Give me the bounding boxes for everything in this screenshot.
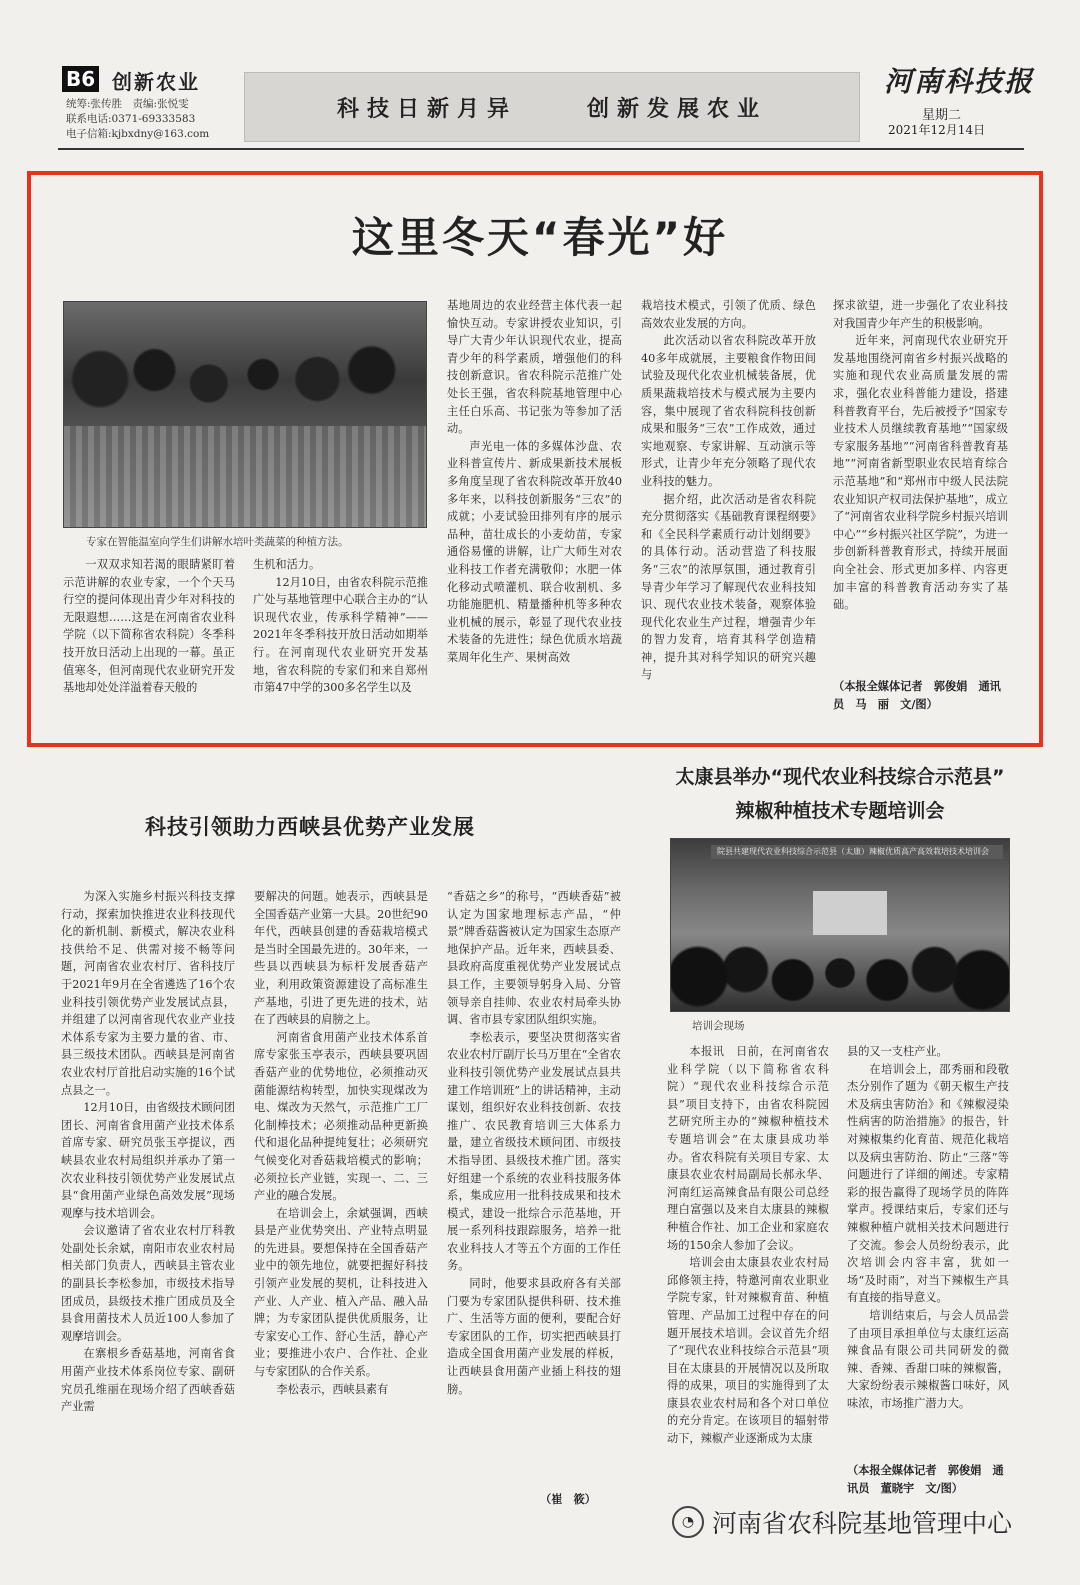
slogan-right: 创新发展农业 bbox=[587, 96, 768, 122]
xixia-byline: （崔 筱） bbox=[540, 1492, 596, 1506]
photo-caption: 专家在智能温室向学生们讲解水培叶类蔬菜的种植方法。 bbox=[86, 536, 349, 548]
paragraph: 培训会由太康县农业农村局邱修领主持，特邀河南农业职业学院专家，针对辣椒育苗、种植管理、产品加工过程中存在的问题开展技术培训。会议首先介绍了“现代农业科技综合示范县”项目在太康县的开展情况以及所取得的成果，项目的实施得到了太康县农业农村局和各个对口单位的充分肯定。在该项目的辐射带动下，辣椒产业逐渐成为太康 bbox=[667, 1256, 829, 1446]
paragraph: 要解决的问题。她表示，西峡县是全国香菇产业第一大县。20世纪90年代，西峡县创建的香菇栽培模式是当时全国最先进的。30年来，一些县以西峡县为标杆发展香菇产业，利用政策资源建设了高标准生产基地，引进了更先进的技术，站在了西峡县的肩膀之上。 bbox=[254, 890, 428, 1027]
hydroponic-beds bbox=[64, 426, 426, 527]
paragraph: “香菇之乡”的称号，“西峡香菇”被认定为国家地理标志产品，“仲景”牌香菇酱被认定为国家生态原产地保护产品。近年来，西峡县委、县政府高度重视优势产业发展试点县工作，主要领导躬身入局、分管领导亲自挂帅、农业农村局牵头协调、省市县专家团队组织实施。 bbox=[447, 890, 621, 1027]
main-headline: 这里冬天“春光”好 bbox=[351, 213, 729, 262]
xixia-headline: 科技引领助力西峡县优势产业发展 bbox=[145, 815, 475, 839]
paragraph: 同时，他要求县政府各有关部门要为专家团队提供科研、技术推广、生活等方面的便利，要配合好专家团队的工作，切实把西峡县打造成全国食用菌产业发展的样板，让西峡县食用菌产业插上科技的翅膀。 bbox=[447, 1277, 621, 1396]
paragraph: 会议邀请了省农业农村厅科教处副处长余斌，南阳市农业农村局相关部门负责人，西峡县主管农业的副县长李松参加，市级技术指导团成员，县级技术推广团成员及全县食用菌技术人员近100人参加了观摩培训会。 bbox=[61, 1224, 235, 1343]
paragraph: 12月10日，由省级技术顾问团团长、河南省食用菌产业技术体系首席专家、研究员张玉亭提议，西峡县农业农村局组织并承办了第一次农业科技引领优势产业发展试点县“食用菌产业绿色高效发展”现场观摩与技术培训会。 bbox=[61, 1101, 235, 1220]
paragraph: 基地周边的农业经营主体代表一起愉快互动。专家讲授农业知识，引导广大青少年认识现代农业，提高青少年的科学素质，增强他们的科技创新意识。省农科院示范推广处处长王强，省农科院基地管理中心主任白乐高、书记张为等参加了活动。 bbox=[447, 299, 622, 436]
page-number: B6 bbox=[62, 66, 99, 92]
paragraph: 县的又一支柱产业。 bbox=[847, 1045, 948, 1058]
wechat-icon: ◔ bbox=[672, 1506, 704, 1538]
greenhouse-photo bbox=[63, 301, 427, 528]
training-caption: 培训会现场 bbox=[692, 1020, 745, 1032]
paragraph: 此次活动以省农科院改革开放40多年成就展，主要粮食作物田间试验及现代化农业机械装备展，优质果蔬栽培技术与模式展为主要内容，集中展现了省农科院科技创新成果和服务“三农”工作成效，通过实地观察、专家讲解、互动演示等形式，让青少年充分领略了现代农业科技的魅力。 bbox=[641, 334, 816, 488]
paragraph: 在寨根乡香菇基地，河南省食用菌产业技术体系岗位专家、副研究员孔维丽在现场介绍了西峡香菇产业需 bbox=[61, 1347, 235, 1414]
main-col-1 bbox=[63, 556, 235, 716]
paragraph: 河南省食用菌产业技术体系首席专家张玉亭表示，西峡县要巩固香菇产业的优势地位，必须推动灭菌能源结构转型，加快实现煤改为电、煤改为天然气，示范推广工厂化制棒技术；必须推动品种更新换代和退化品种提纯复壮；必须研究气候变化对香菇栽培模式的影响；必须拉长产业链，实现一、二、三产业的融合发展。 bbox=[254, 1030, 428, 1203]
taikang-col-1 bbox=[667, 1043, 829, 1513]
paragraph: 近年来，河南现代农业研究开发基地围绕河南省乡村振兴战略的实施和现代农业高质量发展的需求，强化农业科普能力建设，搭建科普教育平台，先后被授予“国家专业技术人员继续教育基地”“国家级专家服务基地”“河南省科普教育基地”“河南省新型职业农民培育综合示范基地”和“郑州市中级人民法院农业知识产权司法保护基地”，成立了“河南省农业科学院乡村振兴培训中心”“乡村振兴社区学院”，为进一步创新科普教育形式，持续开展面向全社会、形式更加多样、内容更加丰富的科普教育活动夯实了基础。 bbox=[833, 334, 1008, 612]
slogan-left: 科技日新月异 bbox=[336, 96, 517, 122]
masthead-rule bbox=[58, 148, 1024, 150]
main-col-3 bbox=[447, 297, 622, 717]
paragraph: 李松表示，西峡县素有 bbox=[276, 1382, 389, 1396]
paragraph: 声光电一体的多媒体沙盘、农业科普宣传片、新成果新技术展板多角度呈现了省农科院改革开放40多年来，以科技创新服务“三农”的成就；小麦试验田排列有序的展示品种，苗壮成长的小麦幼苗，专家通俗易懂的讲解，让广大师生对农业科技工作者充满敬仰；水肥一体化移动式喷灌机、联合收割机、多功能施肥机、精量播种机等多种农业机械的展示，彰显了现代农业技术装备的先进性；绿色优质水培蔬菜周年化生产、果树高效 bbox=[447, 439, 622, 664]
editor-info bbox=[66, 97, 209, 142]
paragraph: 本报讯 日前，在河南省农业科学院（以下简称省农科院）“现代农业科技综合示范县”项目支持下，由省农科院园艺研究所主办的“辣椒种植技术专题培训会”在太康县成功举办。省农科院有关项目专家、太康县农业农村局副局长郝永华、河南红运高辣食品有限公司总经理白富强以及来自太康县的辣椒种植合作社、加工企业和家庭农场的150余人参加了会议。 bbox=[667, 1045, 829, 1252]
watermark-text: 河南省农科院基地管理中心 bbox=[712, 1509, 1013, 1538]
paragraph: 12月10日，由省农科院示范推广处与基地管理中心联合主办的“认识现代农业，传承科学精神”——2021年冬季科技开放日活动如期举行。在河南现代农业研究开发基地，省农科院的专家们和来自郑州市第47中学的300多名学生以及 bbox=[253, 575, 428, 695]
paragraph: 据介绍，此次活动是省农科院充分贯彻落实《基础教育课程纲要》和《全民科学素质行动计划纲要》的具体行动。活动营造了科技服务“三农”的浓厚氛围，通过教育引导青少年学习了解现代农业科技知识、现代农业技术装备，观察体验现代化农业生产过程，增强青少年的智力发育，培育其科学创造精神，提升其对科学知识的研究兴趣与 bbox=[641, 492, 816, 682]
paragraph: 生机和活力。 bbox=[253, 558, 321, 571]
projection-screen bbox=[813, 891, 887, 936]
slogan-banner bbox=[244, 72, 860, 142]
paragraph: 在培训会上，邵秀丽和段敬杰分别作了题为《朝天椒生产技术及病虫害防治》和《辣椒浸染性病害的防治措施》的报告，针对辣椒集约化育苗、规范化栽培以及病虫害防治、防止“三落”等问题进行了详细的阐述。专家精彩的报告赢得了现场学员的阵阵掌声。授课结束后，专家们还与辣椒种植户就相关技术问题进行了交流。参会人员纷纷表示，此次培训会内容丰富，犹如一场“及时雨”，对当下辣椒生产具有直接的指导意义。 bbox=[847, 1062, 1009, 1305]
weekday: 星期二 bbox=[922, 108, 962, 123]
main-col-5 bbox=[833, 297, 1008, 677]
audience bbox=[671, 942, 1009, 1011]
paper-logo: 河南科技报 bbox=[884, 65, 1035, 98]
paragraph: 李松表示，要坚决贯彻落实省农业农村厅副厅长马万里在“全省农业科技引领优势产业发展试点县共建工作培训班”上的讲话精神，主动谋划，组织好农业科技创新、农技推广、农民教育培训三大体系力量，建立省级技术顾问团、市级技术指导团、县级技术推广团。落实好组建一个系统的农业科技服务体系，集成应用一批科技成果和技术模式，建设一批综合示范基地，开展一系列科技跟踪服务，培养一批农业科技人才等五个方面的工作任务。 bbox=[447, 1030, 621, 1273]
editor-line: 统筹:张传胜 责编:张悦雯 bbox=[66, 98, 189, 110]
main-byline: （本报全媒体记者 郭俊娟 通讯员 马 丽 文/图） bbox=[833, 679, 1001, 711]
phone-line: 联系电话:0371-69333583 bbox=[66, 113, 196, 125]
paragraph: 一双双求知若渴的眼睛紧盯着示范讲解的农业专家，一个个天马行空的提问体现出青少年对科技的无限遐想……这是在河南省农业科学院（以下简称省农科院）冬季科技开放日活动上出现的一幕。虽正值寒冬，但河南现代农业研究开发基地却处处洋溢着春天般的 bbox=[63, 558, 235, 695]
xixia-col-2 bbox=[254, 888, 428, 1518]
taikang-byline: （本报全媒体记者 郭俊娟 通讯员 董晓宇 文/图） bbox=[847, 1463, 1004, 1495]
paragraph: 栽培技术模式，引领了优质、绿色高效农业发展的方向。 bbox=[641, 299, 816, 330]
section-title: 创新农业 bbox=[112, 70, 200, 94]
xixia-col-1 bbox=[61, 888, 235, 1518]
taikang-headline-1: 太康县举办“现代农业科技综合示范县” bbox=[675, 766, 1005, 788]
xixia-col-3 bbox=[447, 888, 621, 1488]
main-col-4 bbox=[641, 297, 816, 717]
students-crowd bbox=[64, 343, 426, 433]
wechat-watermark bbox=[672, 1504, 1012, 1540]
issue-date: 2021年12月14日 bbox=[888, 123, 986, 137]
paragraph: 培训结束后，与会人员品尝了由项目承担单位与太康红运高辣食品有限公司共同研发的微辣、香辣、香甜口味的辣椒酱，大家纷纷表示辣椒酱口味好，风味浓，市场推广潜力大。 bbox=[847, 1308, 1009, 1410]
paragraph: 在培训会上，余斌强调，西峡县是产业优势突出、产业特点明显的先进县。要想保持在全国香菇产业中的领先地位，就要把握好科技引领产业发展的契机，让科技进入产业、人产业、植入产品、融入品牌；为专家团队提供优质服务，让专家安心工作、舒心生活，静心产业；要推进小农户、合作社、企业与专家团队的合作关系。 bbox=[254, 1206, 428, 1379]
paragraph: 探求欲望，进一步强化了农业科技对我国青少年产生的积极影响。 bbox=[833, 299, 1008, 330]
taikang-col-2 bbox=[847, 1043, 1009, 1461]
paragraph: 为深入实施乡村振兴科技支撑行动，探索加快推进农业科技现代化的新机制、新模式，解决农业科技供给不足、供需对接不畅等问题，河南省农业农村厅、省科技厅于2021年9月在全省遴选了16个农业科技引领优势产业发展试点县，并组建了以河南省现代农业产业技术体系专家为主要力量的省、市、县三级技术团队。西峡县是河南省农业农村厅首批启动实施的16个试点县之一。 bbox=[61, 890, 235, 1097]
taikang-headline-2: 辣椒种植技术专题培训会 bbox=[735, 800, 945, 822]
training-photo bbox=[670, 838, 1010, 1012]
meeting-banner: 院县共建现代农业科技综合示范县（太康）辣椒优质高产高效栽培技术培训会 bbox=[711, 845, 1003, 859]
email-line: 电子信箱:kjbxdny@163.com bbox=[66, 128, 210, 140]
main-col-2 bbox=[253, 556, 428, 716]
